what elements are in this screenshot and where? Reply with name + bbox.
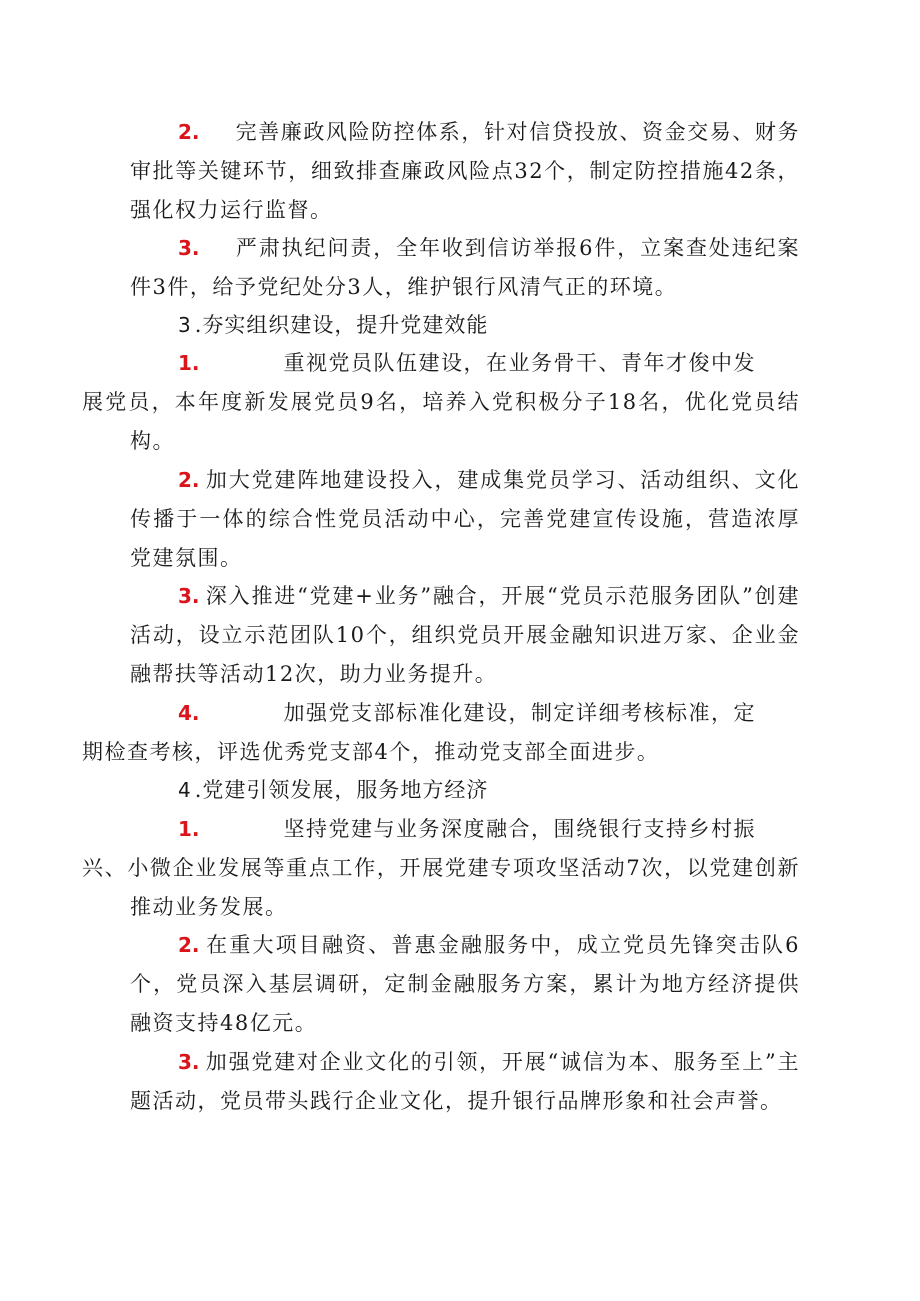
item-number: 2.	[178, 933, 200, 957]
paragraph-text: 兴、小微企业发展等重点工作，开展党建专项攻坚活动7次，以党建创新推动业务发展。	[82, 856, 800, 919]
section-number: 4	[178, 778, 191, 802]
paragraph-deep-integration	[82, 810, 800, 927]
paragraph-text: 加大党建阵地建设投入，建成集党员学习、活动组织、文化传播于一体的综合性党员活动中心，完善党建宣传设施，营造浓厚党建氛围。	[130, 468, 800, 570]
item-number: 3.	[178, 236, 200, 260]
paragraph-first-line: 加强党支部标准化建设，制定详细考核标准，定	[283, 701, 757, 725]
item-number: 1.	[178, 351, 200, 375]
item-number: 2.	[178, 468, 200, 492]
section-title: .党建引领发展，服务地方经济	[194, 778, 489, 802]
paragraph-corporate-culture	[130, 1043, 800, 1121]
item-number: 2.	[178, 120, 200, 144]
paragraph-risk-control	[130, 113, 800, 230]
paragraph-discipline	[130, 229, 800, 307]
section-heading-4	[130, 771, 800, 810]
paragraph-text: 展党员，本年度新发展党员9名，培养入党积极分子18名，优化党员结构。	[82, 390, 800, 453]
paragraph-text: 严肃执纪问责，全年收到信访举报6件，立案查处违纪案件3件，给予党纪处分3人，维护银行风清气正的环境。	[130, 236, 800, 299]
section-heading-3	[130, 306, 800, 345]
paragraph-commando-teams	[130, 926, 800, 1043]
paragraph-text: 深入推进“党建+业务”融合，开展“党员示范服务团队”创建活动，设立示范团队10个，组织党员开展金融知识进万家、企业金融帮扶等活动12次，助力业务提升。	[130, 584, 800, 686]
item-number: 3.	[178, 1050, 200, 1074]
paragraph-text: 在重大项目融资、普惠金融服务中，成立党员先锋突击队6个，党员深入基层调研，定制金融服务方案，累计为地方经济提供融资支持48亿元。	[130, 933, 800, 1035]
paragraph-text: 完善廉政风险防控体系，针对信贷投放、资金交易、财务审批等关键环节，细致排查廉政风险点32个，制定防控措施42条，强化权力运行监督。	[130, 120, 800, 222]
section-title: .夯实组织建设，提升党建效能	[194, 313, 489, 337]
paragraph-branch-standardization	[82, 694, 800, 772]
item-number: 4.	[178, 701, 200, 725]
section-number: 3	[178, 313, 191, 337]
paragraph-text: 期检查考核，评选优秀党支部4个，推动党支部全面进步。	[82, 740, 660, 764]
paragraph-party-business-fusion	[130, 577, 800, 694]
paragraph-member-development	[82, 344, 800, 461]
paragraph-activity-center	[130, 461, 800, 578]
paragraph-first-line: 重视党员队伍建设，在业务骨干、青年才俊中发	[283, 351, 757, 375]
paragraph-first-line: 坚持党建与业务深度融合，围绕银行支持乡村振	[283, 817, 757, 841]
item-number: 1.	[178, 817, 200, 841]
item-number: 3.	[178, 584, 200, 608]
paragraph-text: 加强党建对企业文化的引领，开展“诚信为本、服务至上”主题活动，党员带头践行企业文化，提升银行品牌形象和社会声誉。	[130, 1050, 800, 1113]
